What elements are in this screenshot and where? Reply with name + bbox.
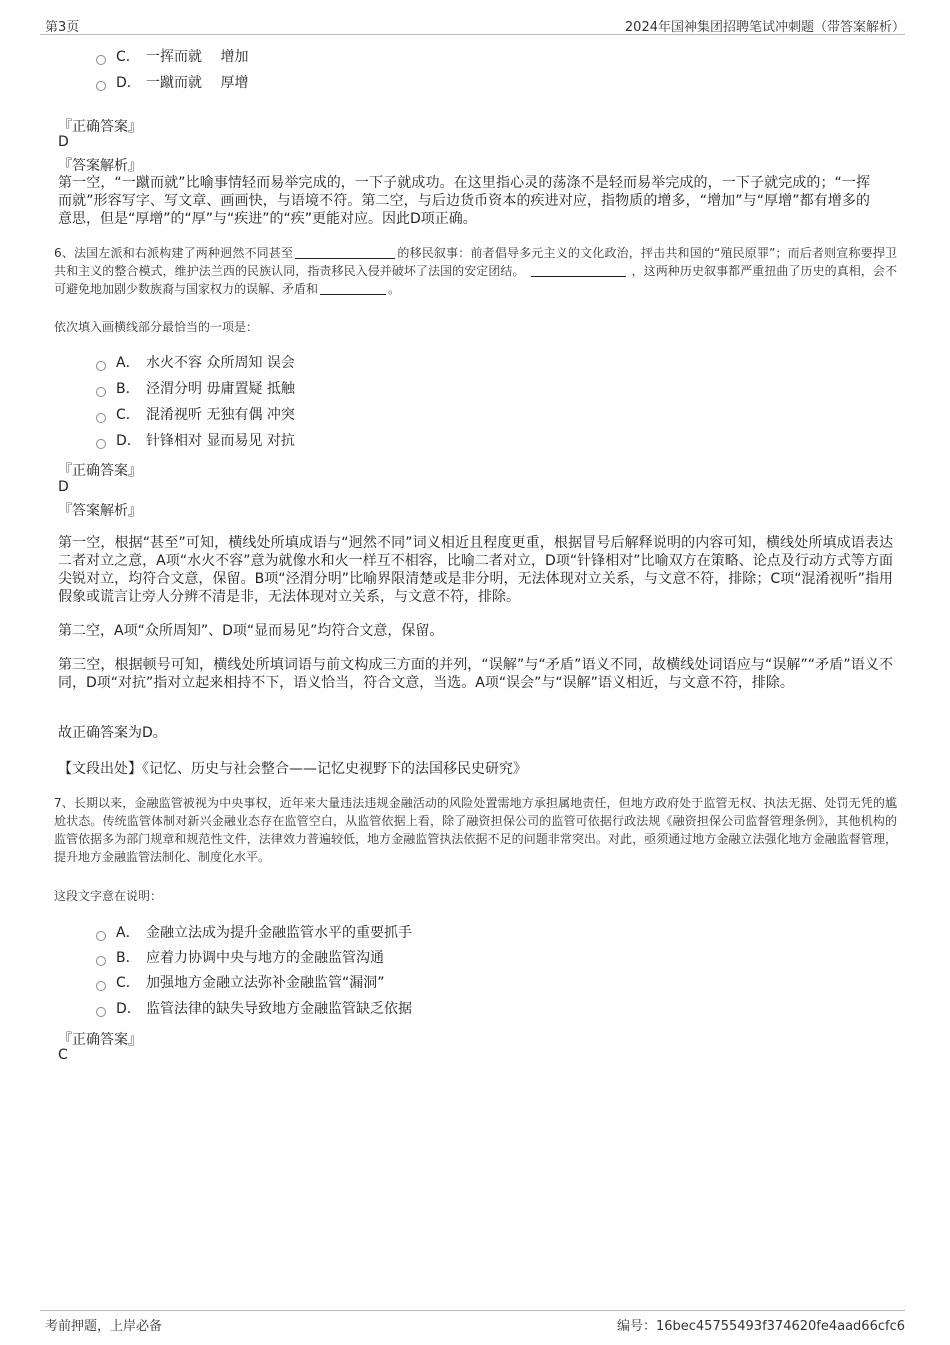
q6-analysis-p1: 第一空，根据“甚至”可知，横线处所填成语与“迥然不同”词义相近且程度更重，根据冒号后解释说明的内容可知，横线处所填成语表达二者对立之意，A项“水火不容”意为就像水和火一样互不相容，比喻二者对立，D项“针锋相对”比喻双方在策略、论点及行动方式等方面尖锐对立，均符合文意，保留。B项“泾渭分明”比喻界限清楚或是非分明，无法体现对立关系，与文意不符，排除；C项“混淆视听”指用假象或谎言让旁人分辨不清是非，无法体现对立关系，与文意不符，排除。	[58, 535, 893, 605]
q7-stem: 7、长期以来，金融监管被视为中央事权，近年来大量违法违规金融活动的风险处置需地方承担属地责任，但地方政府处于监管无权、执法无据、处罚无凭的尴尬状态。传统监管体制对新兴金融业态存在监管空白，从监管依据上看，除了融资担保公司的监管可依据行政法规《融资担保公司监督管理条例》，其他机构的监管依据多为部门规章和规范性文件，法律效力普遍较低，地方金融监管执法依据不足的问题非常突出。对此，亟须通过地方金融立法强化地方金融监督管理，提升地方金融监管法制化、制度化水平。	[54, 796, 897, 864]
q5-analysis-label: 『答案解析』	[58, 158, 142, 174]
q7-prompt: 这段文字意在说明：	[54, 889, 163, 903]
q6-analysis-p4: 故正确答案为D。	[58, 725, 167, 741]
q7-option-d[interactable]: D． 监管法律的缺失导致地方金融监管缺乏依据	[96, 998, 412, 1020]
q6-answer: D	[58, 479, 69, 495]
q6-stem: 6、法国左派和右派构建了两种迥然不同甚至 的移民叙事：前者倡导多元主义的文化政治，抨击共和国的“殖民原罪”；而后者则宣称要捍卫共和主义的整合模式，维护法兰西的民族认同，指责移民入侵并破坏了法国的安定团结。 ，这两种历史叙事都严重扭曲了历史的真相，会不可避免地加剧少数族裔与国家权力的误解、矛盾和 。	[54, 246, 897, 296]
footer-serial: 编号：16bec45755493f374620fe4aad66cfc6	[616, 1319, 905, 1334]
page-header	[40, 14, 905, 35]
radio-icon[interactable]	[96, 956, 106, 966]
q7-option-c[interactable]: C． 加强地方金融立法弥补金融监管“漏洞”	[96, 972, 385, 994]
q6-blank-3	[320, 282, 386, 295]
page-number: 第3页	[45, 20, 80, 35]
radio-icon[interactable]	[96, 413, 106, 423]
radio-icon[interactable]	[96, 931, 106, 941]
q7-answer: C	[58, 1047, 68, 1063]
q6-option-c[interactable]: C． 混淆视听 无独有偶 冲突	[96, 404, 295, 426]
q6-analysis-p2: 第二空，A项“众所周知”、D项“显而易见”均符合文意，保留。	[58, 623, 444, 639]
q5-answer: D	[58, 134, 69, 150]
radio-icon[interactable]	[96, 361, 106, 371]
q6-answer-label: 『正确答案』	[58, 463, 142, 479]
radio-icon[interactable]	[96, 387, 106, 397]
page-footer	[40, 1310, 905, 1333]
radio-icon[interactable]	[96, 81, 106, 91]
document-title: 2024年国神集团招聘笔试冲刺题（带答案解析）	[624, 20, 905, 35]
radio-icon[interactable]	[96, 981, 106, 991]
q6-blank-2	[531, 264, 626, 277]
q5-option-c[interactable]: C． 一挥而就 增加	[96, 46, 248, 68]
q5-answer-label: 『正确答案』	[58, 119, 142, 135]
radio-icon[interactable]	[96, 439, 106, 449]
q6-source: 【文段出处】《记忆、历史与社会整合——记忆史视野下的法国移民史研究》	[58, 761, 527, 777]
q7-option-b[interactable]: B． 应着力协调中央与地方的金融监管沟通	[96, 947, 384, 969]
radio-icon[interactable]	[96, 55, 106, 65]
q7-answer-label: 『正确答案』	[58, 1032, 142, 1048]
q6-analysis-label: 『答案解析』	[58, 503, 142, 519]
q5-option-d[interactable]: D． 一蹴而就 厚增	[96, 72, 248, 94]
q6-prompt: 依次填入画横线部分最恰当的一项是：	[54, 320, 259, 334]
radio-icon[interactable]	[96, 1007, 106, 1017]
q6-option-d[interactable]: D． 针锋相对 显而易见 对抗	[96, 430, 295, 452]
q6-option-b[interactable]: B． 泾渭分明 毋庸置疑 抵触	[96, 378, 295, 400]
q7-option-a[interactable]: A． 金融立法成为提升金融监管水平的重要抓手	[96, 922, 412, 944]
footer-slogan: 考前押题，上岸必备	[45, 1319, 163, 1334]
q5-analysis: 第一空，“一蹴而就”比喻事情轻而易举完成的，一下子就成功。在这里指心灵的荡涤不是轻而易举完成的，一下子就完成的；“一挥而就”形容写字、写文章、画画快，与语境不符。第二空，与后边货币资本的疾进对应，指物质的增多，“增加”与“厚增”都有增多的意思，但是“厚增”的“厚”与“疾进”的“疾”更能对应。因此D项正确。	[58, 175, 870, 227]
q6-blank-1	[295, 246, 395, 259]
q6-option-a[interactable]: A． 水火不容 众所周知 误会	[96, 352, 295, 374]
q6-analysis-p3: 第三空，根据顿号可知，横线处所填词语与前文构成三方面的并列，“误解”与“矛盾”语义不同，故横线处词语应与“误解”“矛盾”语义不同，D项“对抗”指对立起来相持不下，语义恰当，符合文意，当选。A项“误会”与“误解”语义相近，与文意不符，排除。	[58, 657, 893, 691]
